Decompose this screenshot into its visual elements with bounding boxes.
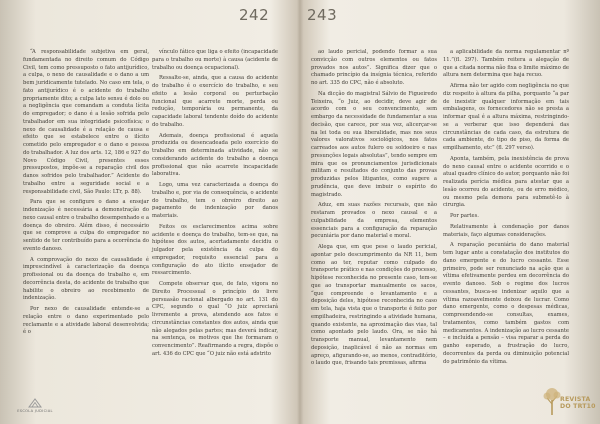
paragraph: Logo, uma vez caracterizada a doença do trabalho e, por via de consequência, o acidente do trabalho, tem o obreiro direito ao pagamento de indenização por danos materiais.: [152, 182, 278, 219]
escola-judicial-icon: [27, 398, 43, 408]
left-column-2: [152, 49, 278, 362]
paragraph: Ademais, doença profissional é aquela produzida ou desencadeada pelo exercício do trabalho em determinada atividade, não se considerando acidente do trabalho a doença profissional que não acarrete incapacidade laborativa.: [152, 132, 278, 178]
logo-line-2: DO TRT10: [560, 402, 596, 410]
paragraph: a aplicabilidade da norma regulamentar nº 11.”(fl. 297). Também reitera a alegação de que a citada norma não fixa o limite máximo de altura nem determina que haja recuo.: [443, 49, 569, 79]
paragraph: Para que se configure o dano a ensejar indenização é necessária a demonstração do nexo causal entre o trabalho desempenhado e a doença do obreiro. Além disso, é necessário que se comprove a culpa do empregador no sentido de ter contribuído para a ocorrência do evento danoso.: [23, 199, 149, 252]
escola-judicial-logo: [15, 398, 55, 413]
left-column-1: [23, 49, 149, 340]
paragraph: Compete observar que, de fato, vigora no Direito Processual o princípio do livre persuasão racional albergado no art. 131 do CPC, segundo o qual “O juiz apreciará livremente a prova, atendendo aos fatos e circunstâncias constantes dos autos, ainda que não alegados pelas partes; mas deverá indicar, na sentença, os motivos que lhe formaram o convencimento”. Reafirmando a regra, dispõe o art. 436 do CPC que “O juiz não está adstrito: [152, 281, 278, 357]
right-page: [300, 0, 600, 424]
paragraph: Na dicção do magistral Sálvio de Figueiredo Teixeira, “o Juiz, ao decidir, deve agir de acordo com o seu convencimento, sem embargo da necessidade de fundamentar a sua decisão, que carece, por sua vez, alicerçar-se na lei toda ou sua liberalidade, mas nos seus valores valorativos sociológicos, nos fatos carreados aos autos fulero ou soldoeiro e nas presunções legais absolutas”, tendo sempre em mira que os pronunciamentos jurisdicionais militam e resultados do conjunto das provas produzidas pelos litigantes, como sugere a prudência, que deve imbuir o espírito do magistrado.: [311, 90, 437, 198]
ipe-tree-icon: [542, 386, 562, 416]
paragraph: Aduz, em suas razões recursais, que não restaram provados o nexo causal e a culpabilidade da empresa, elementos essenciais para a configuração da reparação pecuniária por dano material e moral.: [311, 202, 437, 240]
paragraph: Ressalte-se, ainda, que a causa do acidente do trabalho é o exercício do trabalho, e seu efeito a lesão corporal ou perturbação funcional que acarrete morte, perda ou redução, temporária ou permanente, da capacidade laboral tendente doído do acidente do trabalho.: [152, 75, 278, 128]
revista-trt10-logo: [542, 384, 598, 420]
logo-line-1: REVISTA: [560, 396, 591, 403]
paragraph: Por partes.: [450, 213, 479, 219]
paragraph: Relativamente à condenação por danos materiais, faço algumas considerações.: [443, 223, 569, 238]
logo-text: ESCOLA JUDICIAL: [17, 409, 53, 413]
page-number-right: 243: [307, 6, 338, 24]
logo-title: [560, 397, 596, 410]
paragraph: A comprovação do nexo de causalidade é imprescindível à caracterização da doença profissional ou da doença do trabalho e, em decorrência desta, do acidente de trabalho que habilite o obreiro ao recebimento de indenização.: [23, 256, 149, 302]
paragraph: Afirma não ter agido com negligência no que diz respeito à altura da pilha, porquanto “a par de inexistir qualquer informação em tais embalagens, os fornecedores não se presta a informar qual é a altura máxima, restringindo-se a verberar que isso dependerá das circunstâncias de cada caso, da estrutura de cada ambiente, do tipo de piso, da forma de empilhamento, etc” (fl. 297 verso).: [443, 83, 569, 151]
paragraph: “A responsabilidade subjetiva em geral, fundamentada no direito comum do Código Civil, tem como pressuposto o fato antijurídico, a culpa, o nexo de causalidade e o dano a um bem juridicamente tutelado. No caso em tela, o fato antijurídico é o acidente do trabalho propriamente dito; a culpa lato sensu é dolo ou a negligência que comandam a conduta lícita do empregador; o dano é a lesão sofrida pelo trabalhador em sua integridade psicofísica; o nexo de causalidade é a relação de causa e efeito que se estabelece entre o ilícito cometido pelo empregador e o dano e pessoa do trabalhador. A luz dos arts. 12, 186 e 927 do Novo Código Civil, presentes esses pressupostos, impõe-se a reparação civil dos danos sofridos pelo trabalhador.” Acidente do trabalho entre a seguridade social e a responsabilidade civil, São Paulo: LTr, p. 88).: [23, 49, 149, 195]
page-number-left: 242: [239, 6, 270, 24]
paragraph: Alega que, em que pese o laudo pericial, apontar pelo descumprimento da NR 11, bem como ao ter, reputar como culpado do transporte prático e nas condições do processo, hipótese reconhecida no presente caso, tem-se que ao transportar manualmente os sacos, “que compreende o levantamento e a deposição deles, hipótese reconhecida no caso em tela, haja vista que o transporte é feito por empilhadeira, restringindo a atividade humana, quando existente, na aproximação das vias, tal como apontado pelo laudo. Ora, se não há transporte manual, levantamento nem deposição, inaplicável é não as normas em apreço, afigurando-se, ao menos, contraditório, o laudo que, frisando tais premissas, afirma: [311, 244, 438, 367]
paragraph: ao laudo pericial, podendo formar a sua convicção com outros elementos ou fatos provados nos autos”. Significa dizer que o chamado princípio da insígnia técnica, referido no art. 335 do CPC, não é absoluto.: [311, 49, 437, 86]
right-column-1: [311, 49, 437, 371]
paragraph: vínculo fático que liga o efeito (incapacidade para o trabalho ou morte) à causa (acidente de trabalho ou doença ocupacional).: [152, 49, 278, 71]
paragraph: Por nexo de causalidade entende-se a relação entre o dano experimentado pelo reclamante e a atividade laboral desenvolvida; é o: [23, 306, 149, 336]
paragraph: A reparação pecuniária do dano material tem lugar ante a constatação dos institutos do dano emergente e do lucro cessante. Esse primeiro, pode ser renunciado na ação que a vítima efetivamente perdeu em decorrência do evento danoso. Sob o regime dos lucros cessantes, busca-se indenizar aquilo que a vítima razoavelmente deixou de lucrar. Como dano emergente, como o despesas médicas, compreendendo-se consultas, exames, tratamentos, como também gastos com medicamentos. A indenização ao lucro cessante – e incluída a pensão – visa reparar a perda do ganho esperado, a frustração do lucro, decorrentes da perda ou diminuição potencial do patrimônio da vítima.: [443, 242, 569, 365]
right-column-2: [443, 49, 569, 369]
paragraph: Feitos os esclarecimentos acima sobre acidente e doença do trabalho, tem-se que, na hipótese dos autos, acertadamente decidiu o julgador pela existência da culpa do empregador, requisito essencial para a configuração do ato ilícito ensejador de ressarcimento.: [152, 223, 278, 277]
paragraph: Aponta, também, pela inexistência de prova do nexo causal entre o acidente ocorrido e o atual quadro clínico do autor, porquanto não foi realizada perícia médica para atestar que a lesão ocorreu do acidente, ou de erro médico, ou mesmo pela demora para submetê-lo à cirurgia.: [443, 155, 569, 209]
